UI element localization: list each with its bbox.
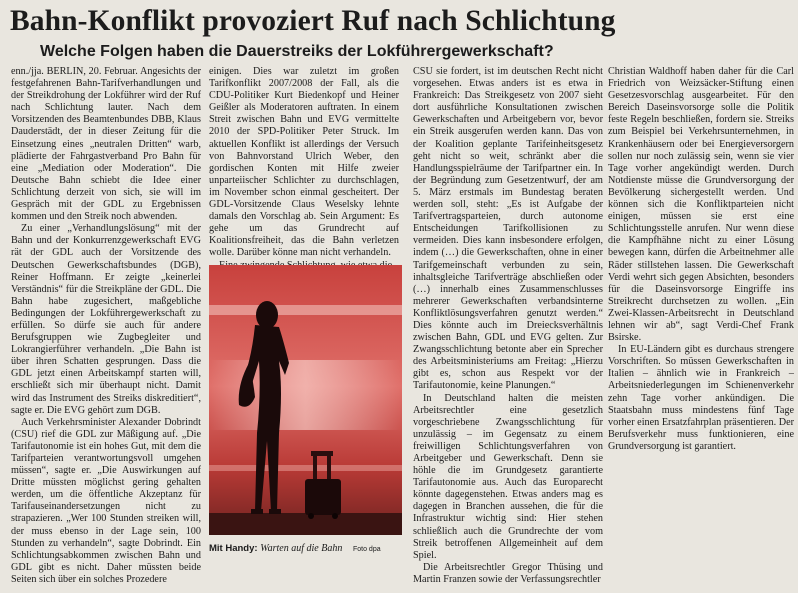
article-column-2 bbox=[209, 66, 399, 274]
article-paragraph: Die Arbeitsrechtler Gregor Thüsing und Martin Franzen sowie der Verfassungsrechtler bbox=[413, 561, 603, 585]
caption-lead: Mit Handy: bbox=[209, 543, 258, 554]
article-paragraph: CSU sie fordert, ist im deutschen Recht nicht vorgesehen. Etwas anders ist es etwa in Frankreich: Das Streikgesetz von 2007 sieht dort ausführliche Konsultationen zwischen Gewerkschaften und Arbeitgebern vor, bevor ein Streik ausgerufen werden kann. Das von der Koalition geplante Tarifeinheitsgesetz geht nicht so weit, schränkt aber die Handlungsspielräume der Tarifpartner ein. In der Begründung zum Gesetzentwurf, der am 5. März erstmals im Bundestag beraten werden soll, steht: „Es ist Aufgabe der Tarifvertragsparteien, durch autonome Entscheidungen Tarifkollisionen zu vermeiden. Dies kann insbesondere erfolgen, indem (…) die Gewerkschaften, ohne in einer Tarifgemeinschaft verbunden zu sein, inhaltsgleiche Tarifverträge abschließen oder (…) innerhalb eines Zusammenschlusses mehrerer Gewerkschaften verbandsinterne Konfliktlösungsverfahren genutzt werden.“ Dies könnte auch im Dreiecksverhältnis zwischen Bahn, GDL und EVG gelten. Zur Zwangsschlichtung betonte aber ein Sprecher des Arbeitsministeriums am Freitag: „Hierzu gibt es, schon aus Respekt vor der Tarifautonomie, keine Planungen.“ bbox=[413, 66, 603, 392]
photo-caption bbox=[209, 543, 402, 556]
headline: Bahn-Konflikt provoziert Ruf nach Schlichtung bbox=[10, 5, 616, 37]
caption-text: Warten auf die Bahn bbox=[260, 543, 343, 554]
photo-silhouette-image bbox=[209, 265, 402, 535]
article-paragraph: einigen. Dies war zuletzt im großen Tarifkonflikt 2007/2008 der Fall, als die CDU-Politiker Kurt Biedenkopf und Heiner Geißler als Moderatoren auftraten. In einem Streit zwischen Bahn und EVG vermittelte 2010 der SPD-Politiker Peter Struck. Im aktuellen Konflikt ist allerdings der Versuch von Bahnvorstand Ulrich Weber, den gordischen Konten mit Hilfe zweier unparteiischer Schlichter zu durchschlagen, im November schon einmal gescheitert. Der GDL-Vorsitzende Claus Weselsky lehnte damals den Vorschlag ab. Sein Argument: Es gehe um das Grundrecht auf Koalitionsfreiheit, das die Bahn verletzen wolle. Darüber könne man nicht verhandeln. bbox=[209, 66, 399, 259]
photo-credit: Foto dpa bbox=[352, 546, 381, 553]
article-paragraph: In EU-Ländern gibt es durchaus strengere Vorschriften. So müssen Gewerkschaften in Italien – ähnlich wie in Frankreich – Arbeitsniederlegungen im Schienenverkehr zehn Tage vorher ankündigen. Die Staatsbahn muss mindestens fünf Tage vorher einen Ersatzfahrplan präsentieren. Der Berufsverkehr muss funktionieren, eine Grundversorgung ist garantiert. bbox=[608, 344, 794, 452]
article-paragraph: In Deutschland halten die meisten Arbeitsrechtler eine gesetzlich vorgeschriebene Zwangsschlichtung für unzulässig – im Gegensatz zu einem freiwilligen Schlichtungsverfahren von Arbeitgeber und Gewerkschaft. Denn sie höhle die im Grundgesetz garantierte Tarifautonomie aus. Auch das Europarecht könnte dagegenstehen. Etwas anders mag es dagegen in Branchen aussehen, die für die Infrastruktur wichtig sind: Hier stehen schließlich auch die Grundrechte der vom Streik betroffenen Allgemeinheit auf dem Spiel. bbox=[413, 392, 603, 561]
article-column-3 bbox=[413, 66, 603, 591]
article-column-4 bbox=[608, 66, 794, 591]
article-paragraph: Zu einer „Verhandlungslösung“ mit der Bahn und der Konkurrenzgewerkschaft EVG rät der GDL auch der Vorsitzende des Deutschen Gewerkschaftsbundes (DGB), Reiner Hoffmann. Er zeigte „keinerlei Verständnis“ für die Streikpläne der GDL. Die Bahn habe zugesichert, maßgebliche Bedingungen der Lokführergewerkschaft zu erfüllen. So dürfe sie auch für andere Berufsgruppen wie Zugbegleiter und Lokrangierführer verhandeln. „Die Bahn ist über ihren Schatten gesprungen. Dass die GDL jetzt einen Arbeitskampf starten will, erschließt sich mir überhaupt nicht. Damit wird das Instrument des Streiks diskreditiert“, sagte er. Die EVG gehört zum DGB. bbox=[11, 223, 201, 416]
article-paragraph: Auch Verkehrsminister Alexander Dobrindt (CSU) rief die GDL zur Mäßigung auf. „Die Tarifautonomie ist ein hohes Gut, mit dem die Tarifparteien verantwortungsvoll umgehen müssen“, sagte er. „Die Auswirkungen auf Dritte müssten möglichst gering gehalten werden, um die öffentliche Akzeptanz für Tarifauseinandersetzungen nicht zu strapazieren. „Wer 100 Stunden streiken will, der muss ebenso in der Lage sein, 100 Stunden zu verhandeln“, sagte Dobrindt. Ein Schlichtungsabkommen zwischen Bahn und GDL gibt es nicht. Daher müssten beide Seiten sich über ein solches Prozedere bbox=[11, 416, 201, 585]
photo-waiting-for-train bbox=[209, 265, 402, 535]
subheadline: Welche Folgen haben die Dauerstreiks der Lokführergewerkschaft? bbox=[40, 43, 554, 60]
article-paragraph: enn./jja. BERLIN, 20. Februar. Angesichts der festgefahrenen Bahn-Tarifverhandlungen und der Streikdrohung der Lokführer wird der Ruf nach Schlichtung lauter. Nach dem Vorsitzenden des Beamtenbundes DBB, Klaus Dauderstädt, der in dieser Zeitung für die Einsetzung eines „neutralen Dritten“ warb, plädierte der Fahrgastverband Pro Bahn für eine „Mediation oder Moderation“. Die Deutsche Bahn schiebt die Idee einer Schlichtung derzeit von sich, sie will im Gespräch mit der GDL zu Ergebnissen kommen und den Streik noch abwenden. bbox=[11, 66, 201, 223]
article-paragraph: Christian Waldhoff haben daher für die Carl Friedrich von Weizsäcker-Stiftung einen Gesetzesvorschlag ausgearbeitet. Für den Bereich Daseinsvorsorge solle die Politik feste Regeln beschließen, fordern sie. Streiks zum Beispiel bei Verkehrsunternehmen, in Krankenhäusern oder bei Energieversorgern sollen nur noch zulässig sein, wenn sie vier Tage vorher angekündigt werden. Durch Notdienste müsse die Grundversorgung der Bevölkerung sichergestellt werden. Und können sich die Konfliktparteien nicht einigen, müssen sie erst eine Schlichtungsstelle anrufen. Nur wenn diese die Kampfhähne nicht zu einer Lösung bewegen kann, dürfen die Arbeitnehmer alle Räder stillstehen lassen. Die Gewerkschaft Verdi wehrt sich gegen Absichten, besonders für die Daseinsvorsorge Eingriffe ins Streikrecht durchsetzen zu wollen. „Ein Zwei-Klassen-Arbeitsrecht in Deutschland lehnen wir ab“, sagt Verdi-Chef Frank Bsirske. bbox=[608, 66, 794, 344]
article-column-1 bbox=[11, 66, 201, 591]
